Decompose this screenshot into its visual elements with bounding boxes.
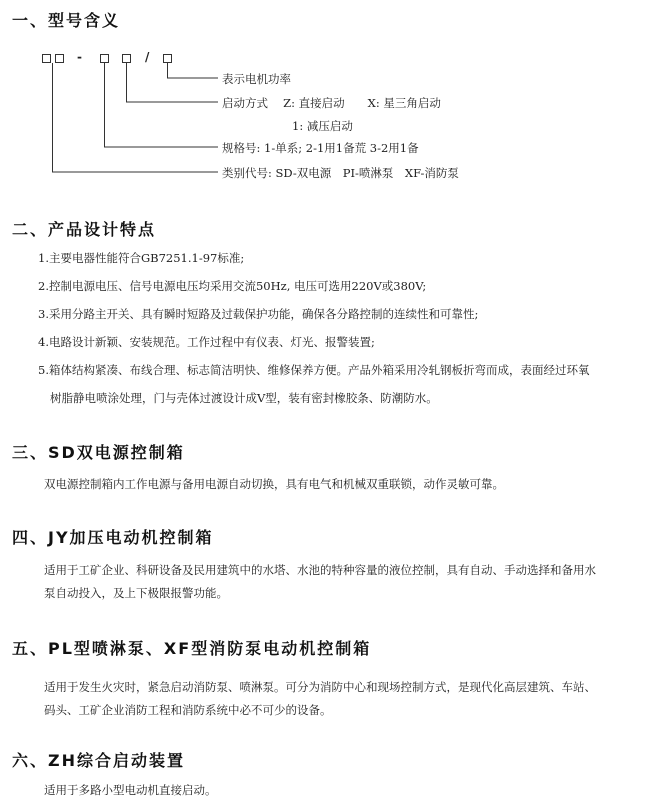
- legend-spec-number: 规格号: 1-单系; 2-1用1备荒 3-2用1备: [222, 141, 419, 155]
- model-code-dash: -: [77, 50, 82, 64]
- feature-item: 1.主要电器性能符合GB7251.1-97标准;: [38, 251, 245, 265]
- section-5-text-continued: 码头、工矿企业消防工程和消防系统中必不可少的设备。: [44, 703, 332, 717]
- feature-item: 2.控制电源电压、信号电源电压均采用交流50Hz, 电压可选用220V或380V;: [38, 279, 427, 293]
- feature-item: 5.箱体结构紧凑、布线合理、标志简洁明快、维修保养方便。产品外箱采用冷轧钢板折弯而成，表面经过环氧: [38, 363, 590, 377]
- section-4-title: 四、JY加压电动机控制箱: [12, 528, 214, 547]
- legend-start-mode: 启动方式 Z: 直接启动 X: 星三角启动: [222, 96, 441, 110]
- legend-category-code: 类别代号: SD-双电源 PI-喷淋泵 XF-消防泵: [222, 166, 459, 180]
- legend-reduced-start: 1: 减压启动: [292, 119, 353, 133]
- section-2-title: 二、产品设计特点: [12, 220, 157, 239]
- feature-item: 4.电路设计新颖、安装规范。工作过程中有仪表、灯光、报警装置;: [38, 335, 375, 349]
- model-code-slash: /: [145, 50, 150, 64]
- section-1-title: 一、型号含义: [12, 11, 121, 30]
- legend-power: 表示电机功率: [222, 72, 291, 86]
- section-6-text: 适用于多路小型电动机直接启动。: [44, 783, 217, 797]
- section-4-text: 适用于工矿企业、科研设备及民用建筑中的水塔、水池的特种容量的液位控制，具有自动、手动选择和备用水: [44, 563, 596, 577]
- section-3-title: 三、SD双电源控制箱: [12, 443, 185, 462]
- section-5-text: 适用于发生火灾时，紧急启动消防泵、喷淋泵。可分为消防中心和现场控制方式，是现代化高层建筑、车站、: [44, 680, 596, 694]
- feature-item-continued: 树脂静电喷涂处理，门与壳体过渡设计成V型，装有密封橡胶条、防潮防水。: [50, 391, 438, 405]
- section-5-title: 五、PL型喷淋泵、XF型消防泵电动机控制箱: [12, 639, 372, 658]
- feature-item: 3.采用分路主开关、具有瞬时短路及过载保护功能，确保各分路控制的连续性和可靠性;: [38, 307, 479, 321]
- section-3-text: 双电源控制箱内工作电源与备用电源自动切换，具有电气和机械双重联锁，动作灵敏可靠。: [44, 477, 504, 491]
- section-4-text-continued: 泵自动投入，及上下极限报警功能。: [44, 586, 228, 600]
- section-6-title: 六、ZH综合启动装置: [12, 751, 185, 770]
